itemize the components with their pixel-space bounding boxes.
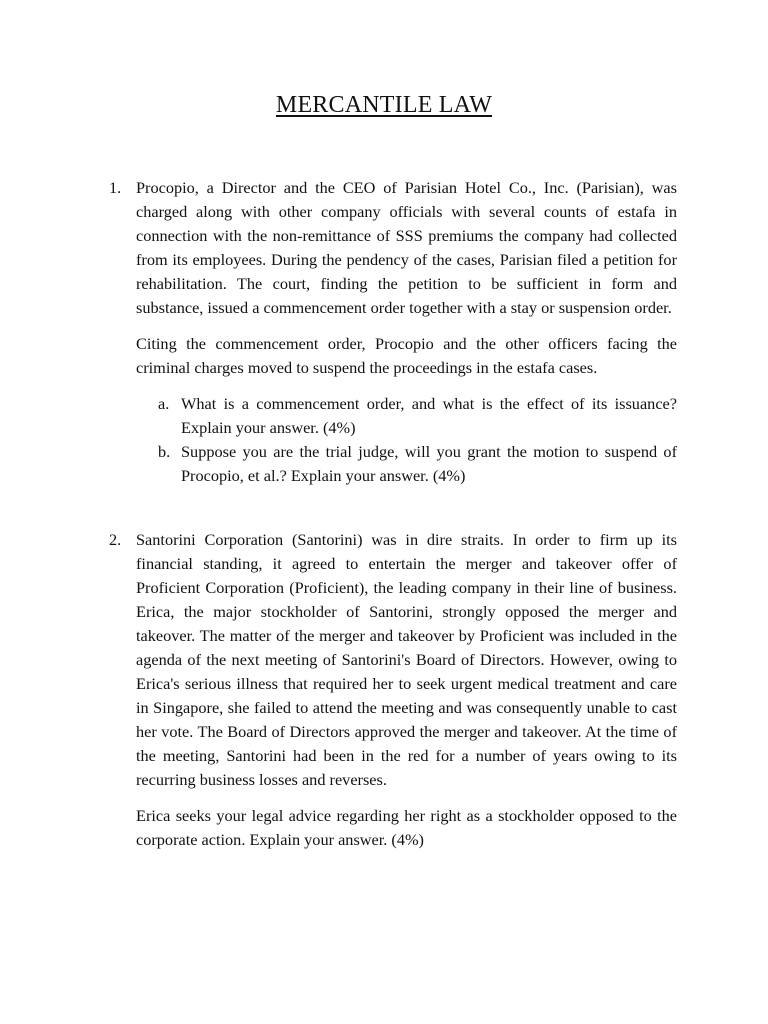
question-paragraph: Santorini Corporation (Santorini) was in dire straits. In order to firm up its financial standing, it agreed to entertain the merger and takeover offer of Proficient Corporation (Proficient), the leading company in their line of business. Erica, the major stockholder of Santorini, strongly opposed the merger and takeover. The matter of the merger and takeover by Proficient was included in the agenda of the next meeting of Santorini's Board of Directors. However, owing to Erica's serious illness that required her to seek urgent medical treatment and care in Singapore, she failed to attend the meeting and was consequently unable to cast her vote. The Board of Directors approved the merger and takeover. At the time of the meeting, Santorini had been in the red for a number of years owing to its recurring business losses and reverses.: [136, 530, 677, 789]
subquestion-letter: b.: [158, 442, 171, 461]
subquestion-item: [136, 440, 677, 488]
question-1: [109, 176, 677, 488]
document-title: MERCANTILE LAW: [275, 92, 493, 118]
subquestion-text: What is a commencement order, and what is the effect of its issuance? Explain your answer. (4%): [181, 394, 677, 437]
question-body: [136, 176, 677, 488]
question-paragraph: Erica seeks your legal advice regarding her right as a stockholder opposed to the corporate action. Explain your answer. (4%): [136, 806, 677, 849]
subquestion-list: [136, 392, 677, 488]
question-2: [109, 528, 677, 852]
question-paragraph: Procopio, a Director and the CEO of Parisian Hotel Co., Inc. (Parisian), was charged along with other company officials with several counts of estafa in connection with the non-remittance of SSS premiums the company had collected from its employees. During the pendency of the cases, Parisian filed a petition for rehabilitation. The court, finding the petition to be sufficient in form and substance, issued a commencement order together with a stay or suspension order.: [136, 178, 677, 317]
subquestion-letter: a.: [158, 394, 170, 413]
question-number: 1.: [109, 178, 122, 197]
subquestion-item: [136, 392, 677, 440]
question-body: [136, 528, 677, 852]
subquestion-text: Suppose you are the trial judge, will you grant the motion to suspend of Procopio, et al.? Explain your answer. (4%): [181, 442, 677, 485]
question-number: 2.: [109, 530, 122, 549]
question-paragraph: Citing the commencement order, Procopio and the other officers facing the criminal charges moved to suspend the proceedings in the estafa cases.: [136, 334, 677, 377]
